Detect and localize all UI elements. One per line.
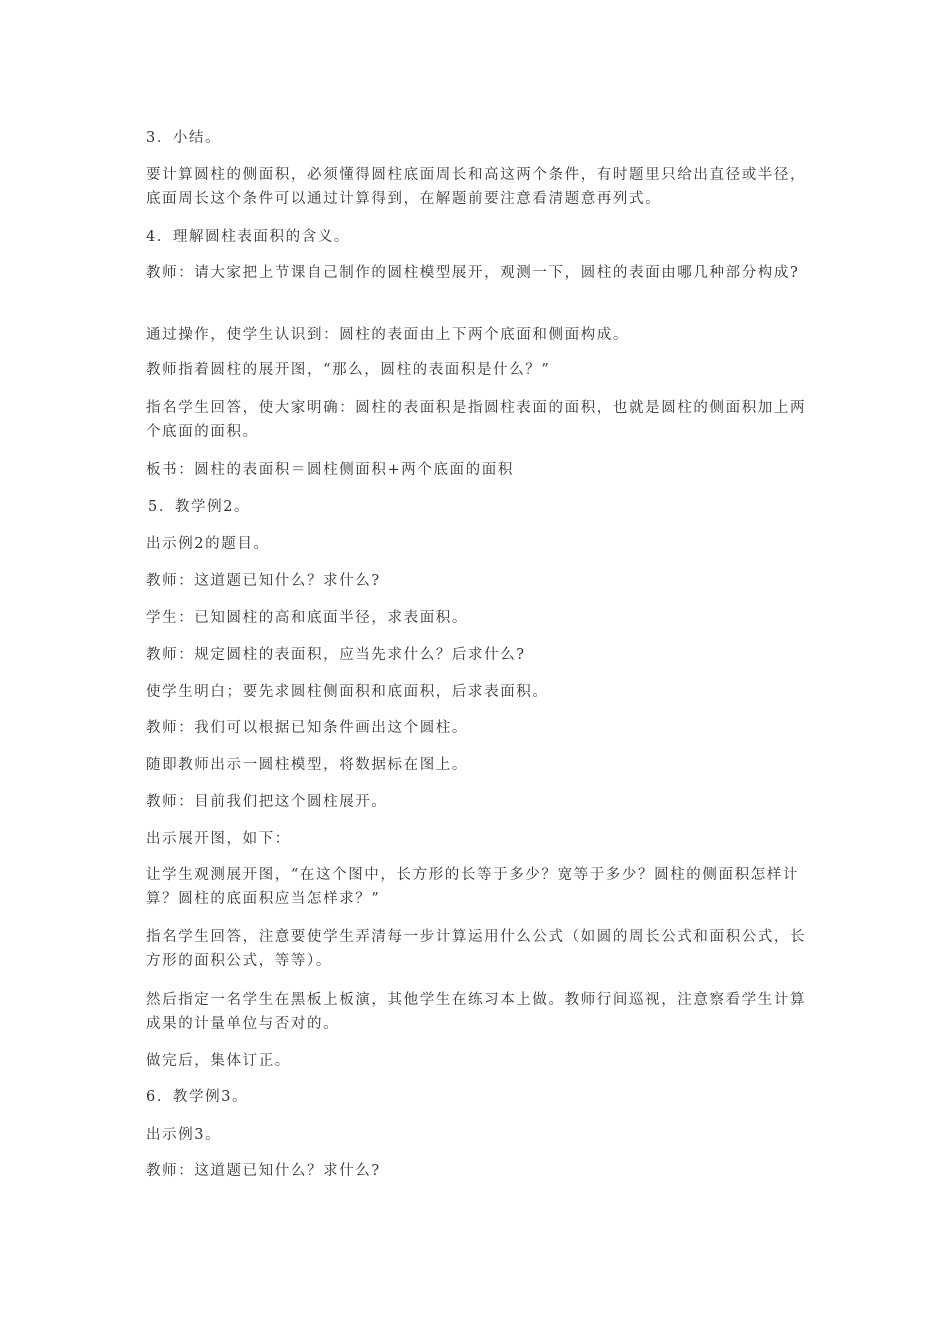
- section-heading-surface-area: 4．理解圆柱表面积的含义。: [146, 229, 351, 245]
- paragraph: 随即教师出示一圆柱模型，将数据标在图上。: [146, 757, 468, 773]
- paragraph: 指名学生回答，注意要使学生弄清每一步计算运用什么公式（如圆的周长公式和面积公式，长方形的面积公式，等等）。: [146, 929, 807, 969]
- paragraph: 出示展开图，如下：: [146, 831, 291, 847]
- paragraph: 出示例2的题目。: [146, 536, 270, 552]
- paragraph: 教师：请大家把上节课自己制作的圆柱模型展开，观测一下，圆柱的表面由哪几种部分构成?: [146, 265, 800, 281]
- paragraph: 教师：目前我们把这个圆柱展开。: [146, 794, 388, 810]
- paragraph: 让学生观测展开图，“在这个图中，长方形的长等于多少？宽等于多少？圆柱的侧面积怎样计算？圆柱的底面积应当怎样求？”: [146, 867, 800, 907]
- paragraph: 教师：这道题已知什么？求什么?: [146, 1163, 381, 1179]
- paragraph: 做完后，集体订正。: [146, 1053, 291, 1069]
- blackboard-formula: 板书：圆柱的表面积＝圆柱侧面积+两个底面的面积: [146, 462, 514, 478]
- paragraph: 指名学生回答，使大家明确：圆柱的表面积是指圆柱表面的面积，也就是圆柱的侧面积加上两个底面的面积。: [146, 400, 807, 440]
- paragraph: 要计算圆柱的侧面积，必须懂得圆柱底面周长和高这两个条件，有时题里只给出直径或半径，底面周长这个条件可以通过计算得到，在解题前要注意看清题意再列式。: [146, 167, 807, 207]
- paragraph: 教师：规定圆柱的表面积，应当先求什么？后求什么?: [146, 647, 526, 663]
- paragraph: 教师：我们可以根据已知条件画出这个圆柱。: [146, 720, 468, 736]
- paragraph: 教师指着圆柱的展开图，“那么，圆柱的表面积是什么？”: [146, 362, 551, 378]
- section-heading-summary: 3．小结。: [146, 130, 222, 146]
- section-heading-example-3: 6．教学例3。: [146, 1089, 249, 1105]
- section-heading-example-2: 5．教学例2。: [148, 499, 251, 515]
- paragraph: 通过操作，使学生认识到：圆柱的表面由上下两个底面和侧面构成。: [146, 327, 629, 343]
- paragraph: 学生：已知圆柱的高和底面半径，求表面积。: [146, 610, 468, 626]
- paragraph: 使学生明白；要先求圆柱侧面积和底面积，后求表面积。: [146, 684, 549, 700]
- paragraph: 然后指定一名学生在黑板上板演，其他学生在练习本上做。教师行间巡视，注意察看学生计算成果的计量单位与否对的。: [146, 992, 807, 1032]
- paragraph: 出示例3。: [146, 1127, 222, 1143]
- paragraph: 教师：这道题已知什么？求什么?: [146, 573, 381, 589]
